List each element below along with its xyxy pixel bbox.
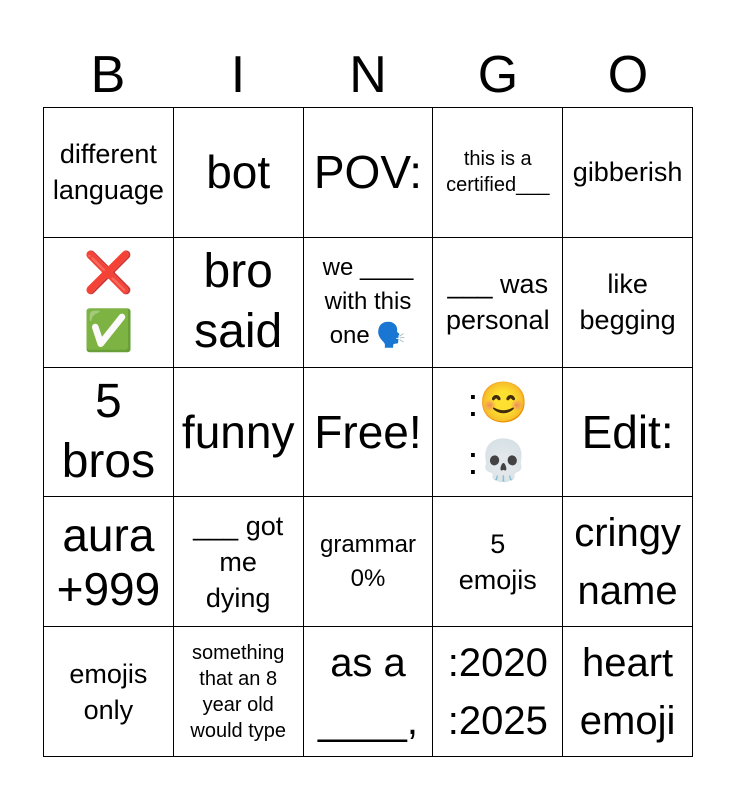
- cell-text: ❌ ✅: [83, 251, 134, 354]
- bingo-cell[interactable]: [563, 497, 693, 627]
- bingo-cell[interactable]: [174, 108, 304, 238]
- cell-text: aura +999: [56, 508, 161, 615]
- header-letter-n: N: [349, 46, 387, 104]
- bingo-cell[interactable]: [304, 627, 434, 757]
- cell-text: bro said: [194, 245, 283, 359]
- bingo-cell[interactable]: [44, 108, 174, 238]
- cell-text: ___ was personal: [446, 269, 550, 336]
- bingo-header: [43, 44, 693, 106]
- cell-text: 5 emojis: [458, 528, 537, 595]
- header-letter-b: B: [90, 46, 126, 104]
- bingo-cell[interactable]: [563, 627, 693, 757]
- cell-text: ___ got me dying: [193, 510, 284, 613]
- cell-text: grammar 0%: [319, 530, 416, 592]
- cell-text: like begging: [579, 269, 676, 336]
- bingo-cell[interactable]: [433, 108, 563, 238]
- bingo-cell[interactable]: [304, 238, 434, 368]
- bingo-cell[interactable]: [563, 368, 693, 498]
- bingo-cell[interactable]: [44, 368, 174, 498]
- bingo-cell[interactable]: [433, 627, 563, 757]
- cell-text: :😊 :💀: [467, 380, 529, 483]
- cell-text: Edit:: [581, 405, 674, 458]
- cell-text: bot: [206, 146, 271, 199]
- bingo-board: [43, 107, 693, 757]
- cell-text: 5 bros: [61, 374, 156, 488]
- bingo-cell[interactable]: [563, 108, 693, 238]
- cell-text: emojis only: [69, 658, 148, 725]
- bingo-cell[interactable]: [304, 108, 434, 238]
- cell-text: something that an 8 year old would type: [190, 641, 286, 742]
- cell-text: :2020 :2025: [447, 640, 548, 743]
- cell-text: this is a certified___: [446, 148, 550, 197]
- bingo-cell[interactable]: [174, 238, 304, 368]
- bingo-cell[interactable]: [44, 238, 174, 368]
- bingo-cell[interactable]: [563, 238, 693, 368]
- cell-text: POV:: [313, 146, 423, 199]
- bingo-cell[interactable]: [174, 368, 304, 498]
- cell-text: Free!: [314, 405, 422, 458]
- bingo-cell[interactable]: [44, 497, 174, 627]
- bingo-cell[interactable]: [433, 368, 563, 498]
- cell-text: cringy name: [574, 510, 681, 613]
- bingo-cell[interactable]: [304, 497, 434, 627]
- bingo-cell[interactable]: [174, 497, 304, 627]
- bingo-cell[interactable]: [304, 368, 434, 498]
- header-letter-i: I: [230, 46, 246, 104]
- cell-text: as a ____,: [317, 640, 419, 743]
- cell-text: different language: [52, 139, 164, 206]
- header-letter-g: G: [477, 46, 519, 104]
- bingo-cell[interactable]: [433, 497, 563, 627]
- bingo-cell[interactable]: [44, 627, 174, 757]
- header-letter-o: O: [607, 46, 649, 104]
- bingo-cell[interactable]: [174, 627, 304, 757]
- cell-text: funny: [181, 405, 295, 458]
- cell-text: gibberish: [572, 157, 683, 188]
- cell-text: heart emoji: [579, 640, 676, 743]
- bingo-cell[interactable]: [433, 238, 563, 368]
- cell-text: we ____ with this one 🗣️: [322, 254, 414, 350]
